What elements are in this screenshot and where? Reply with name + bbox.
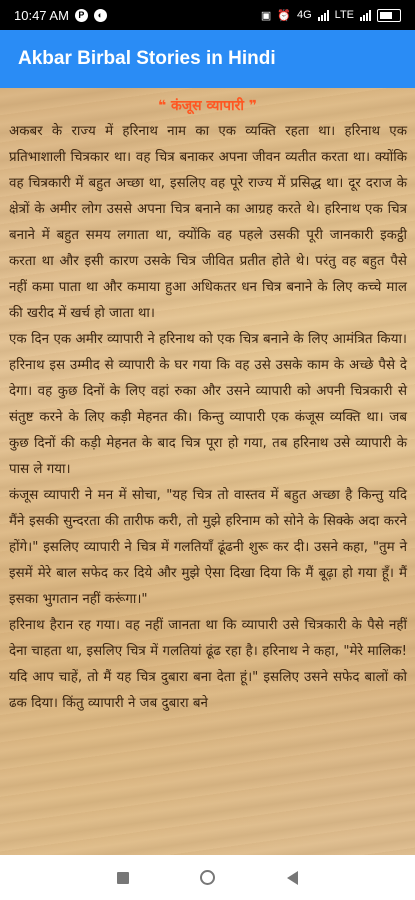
story-paragraph: कंजूस व्यापारी ने मन में सोचा, "यह चित्र तो वास्तव में बहुत अच्छा है किन्तु यदि मैंने इसकी सुन्दरता की तारीफ करी, तो मुझे हरिनाम को सोने के सिक्के अदा करने होंगे।" इसलिए व्यापारी ने चित्र में गलतियाँ ढूंढनी शुरू कर दी। उसने कहा, "तुम ने इसमें मेरे बाल सफेद कर दिये और मुझे ऐसा दिखा दिया कि मैं बूढ़ा हो गया हूँ। मैं इसका भुगतान नहीं करूंगा।" xyxy=(9,488,407,607)
back-button[interactable] xyxy=(273,858,313,898)
home-button[interactable] xyxy=(188,858,228,898)
signal-icon xyxy=(360,10,371,21)
system-nav-bar xyxy=(0,855,415,900)
signal-icon xyxy=(318,10,329,21)
app-bar xyxy=(0,30,415,88)
clock: 10:47 AM xyxy=(14,7,69,23)
app-title: Akbar Birbal Stories in Hindi xyxy=(18,48,276,69)
notification-icon: ◐ xyxy=(94,9,107,22)
notification-icon: P xyxy=(75,9,88,22)
story-paragraph: हरिनाथ हैरान रह गया। वह नहीं जानता था कि व्यापारी उसे चित्रकारी के पैसे नहीं देना चाहता था, इसलिए चित्र में गलतियां ढूंढ रहा है। हरिनाथ ने कहा, "मेरे मालिक! यदि आप चाहें, तो मैं यह चित्र दुबारा बना देता हूं।" इसलिए उसने सफेद बालों को ढक दिया। किंतु व्यापारी ने जब दुबारा बने xyxy=(9,618,407,711)
story-paragraph: एक दिन एक अमीर व्यापारी ने हरिनाथ को एक चित्र बनाने के लिए आमंत्रित किया। हरिनाथ इस उम्मीद से व्यापारी के घर गया कि वह उसे उसके काम के अच्छे पैसे दे देगा। वह कुछ दिनों के लिए वहां रुका और उसने व्यापारी को अपनी चित्रकारी से संतुष्ट करने के लिए कड़ी मेहनत की। किन्तु व्यापारी एक कंजूस व्यक्ति था। जब कुछ दिनों की कड़ी मेहनत के बाद चित्र पूरा हो गया, तब हरिनाथ उसे व्यापारी के पास ले गया। xyxy=(9,332,407,477)
story-text xyxy=(0,119,415,717)
status-left xyxy=(14,8,107,23)
story-content[interactable] xyxy=(0,88,415,855)
network-type-label: 4G xyxy=(296,9,312,21)
home-icon xyxy=(200,870,215,885)
lte-label: LTE xyxy=(334,9,354,21)
back-icon xyxy=(287,871,298,885)
recents-button[interactable] xyxy=(103,858,143,898)
status-bar xyxy=(0,0,415,30)
story-title: ❝ कंजूस व्यापारी ❞ xyxy=(157,98,258,114)
alarm-icon: ⏰ xyxy=(277,9,291,22)
recents-icon xyxy=(117,872,129,884)
vibrate-icon: ▣ xyxy=(260,9,272,22)
battery-icon xyxy=(377,9,401,22)
status-right xyxy=(261,9,401,22)
story-paragraph: अकबर के राज्य में हरिनाथ नाम का एक व्यक्ति रहता था। हरिनाथ एक प्रतिभाशाली चित्रकार था। वह चित्र बनाकर अपना जीवन व्यतीत करता था। क्योंकि वह चित्रकारी में बहुत अच्छा था, इसलिए वह पूरे राज्य में प्रसिद्ध था। दूर दराज के क्षेत्रों के अमीर लोग उससे अपना चित्र बनाने का आग्रह करते थे। हरिनाथ एक चित्र बनाने में बहुत समय लगाता था, क्योंकि वह पहले उसकी पूरी जानकारी इकट्ठी करता था और इसी कारण उसके चित्र जीवित प्रतीत होते थे। परंतु वह बहुत पैसे नहीं कमा पाता था और कमाया हुआ अधिकतर धन चित्र बनाने के लिए कच्चे माल की खरीद में खर्च हो जाता था। xyxy=(9,124,407,321)
